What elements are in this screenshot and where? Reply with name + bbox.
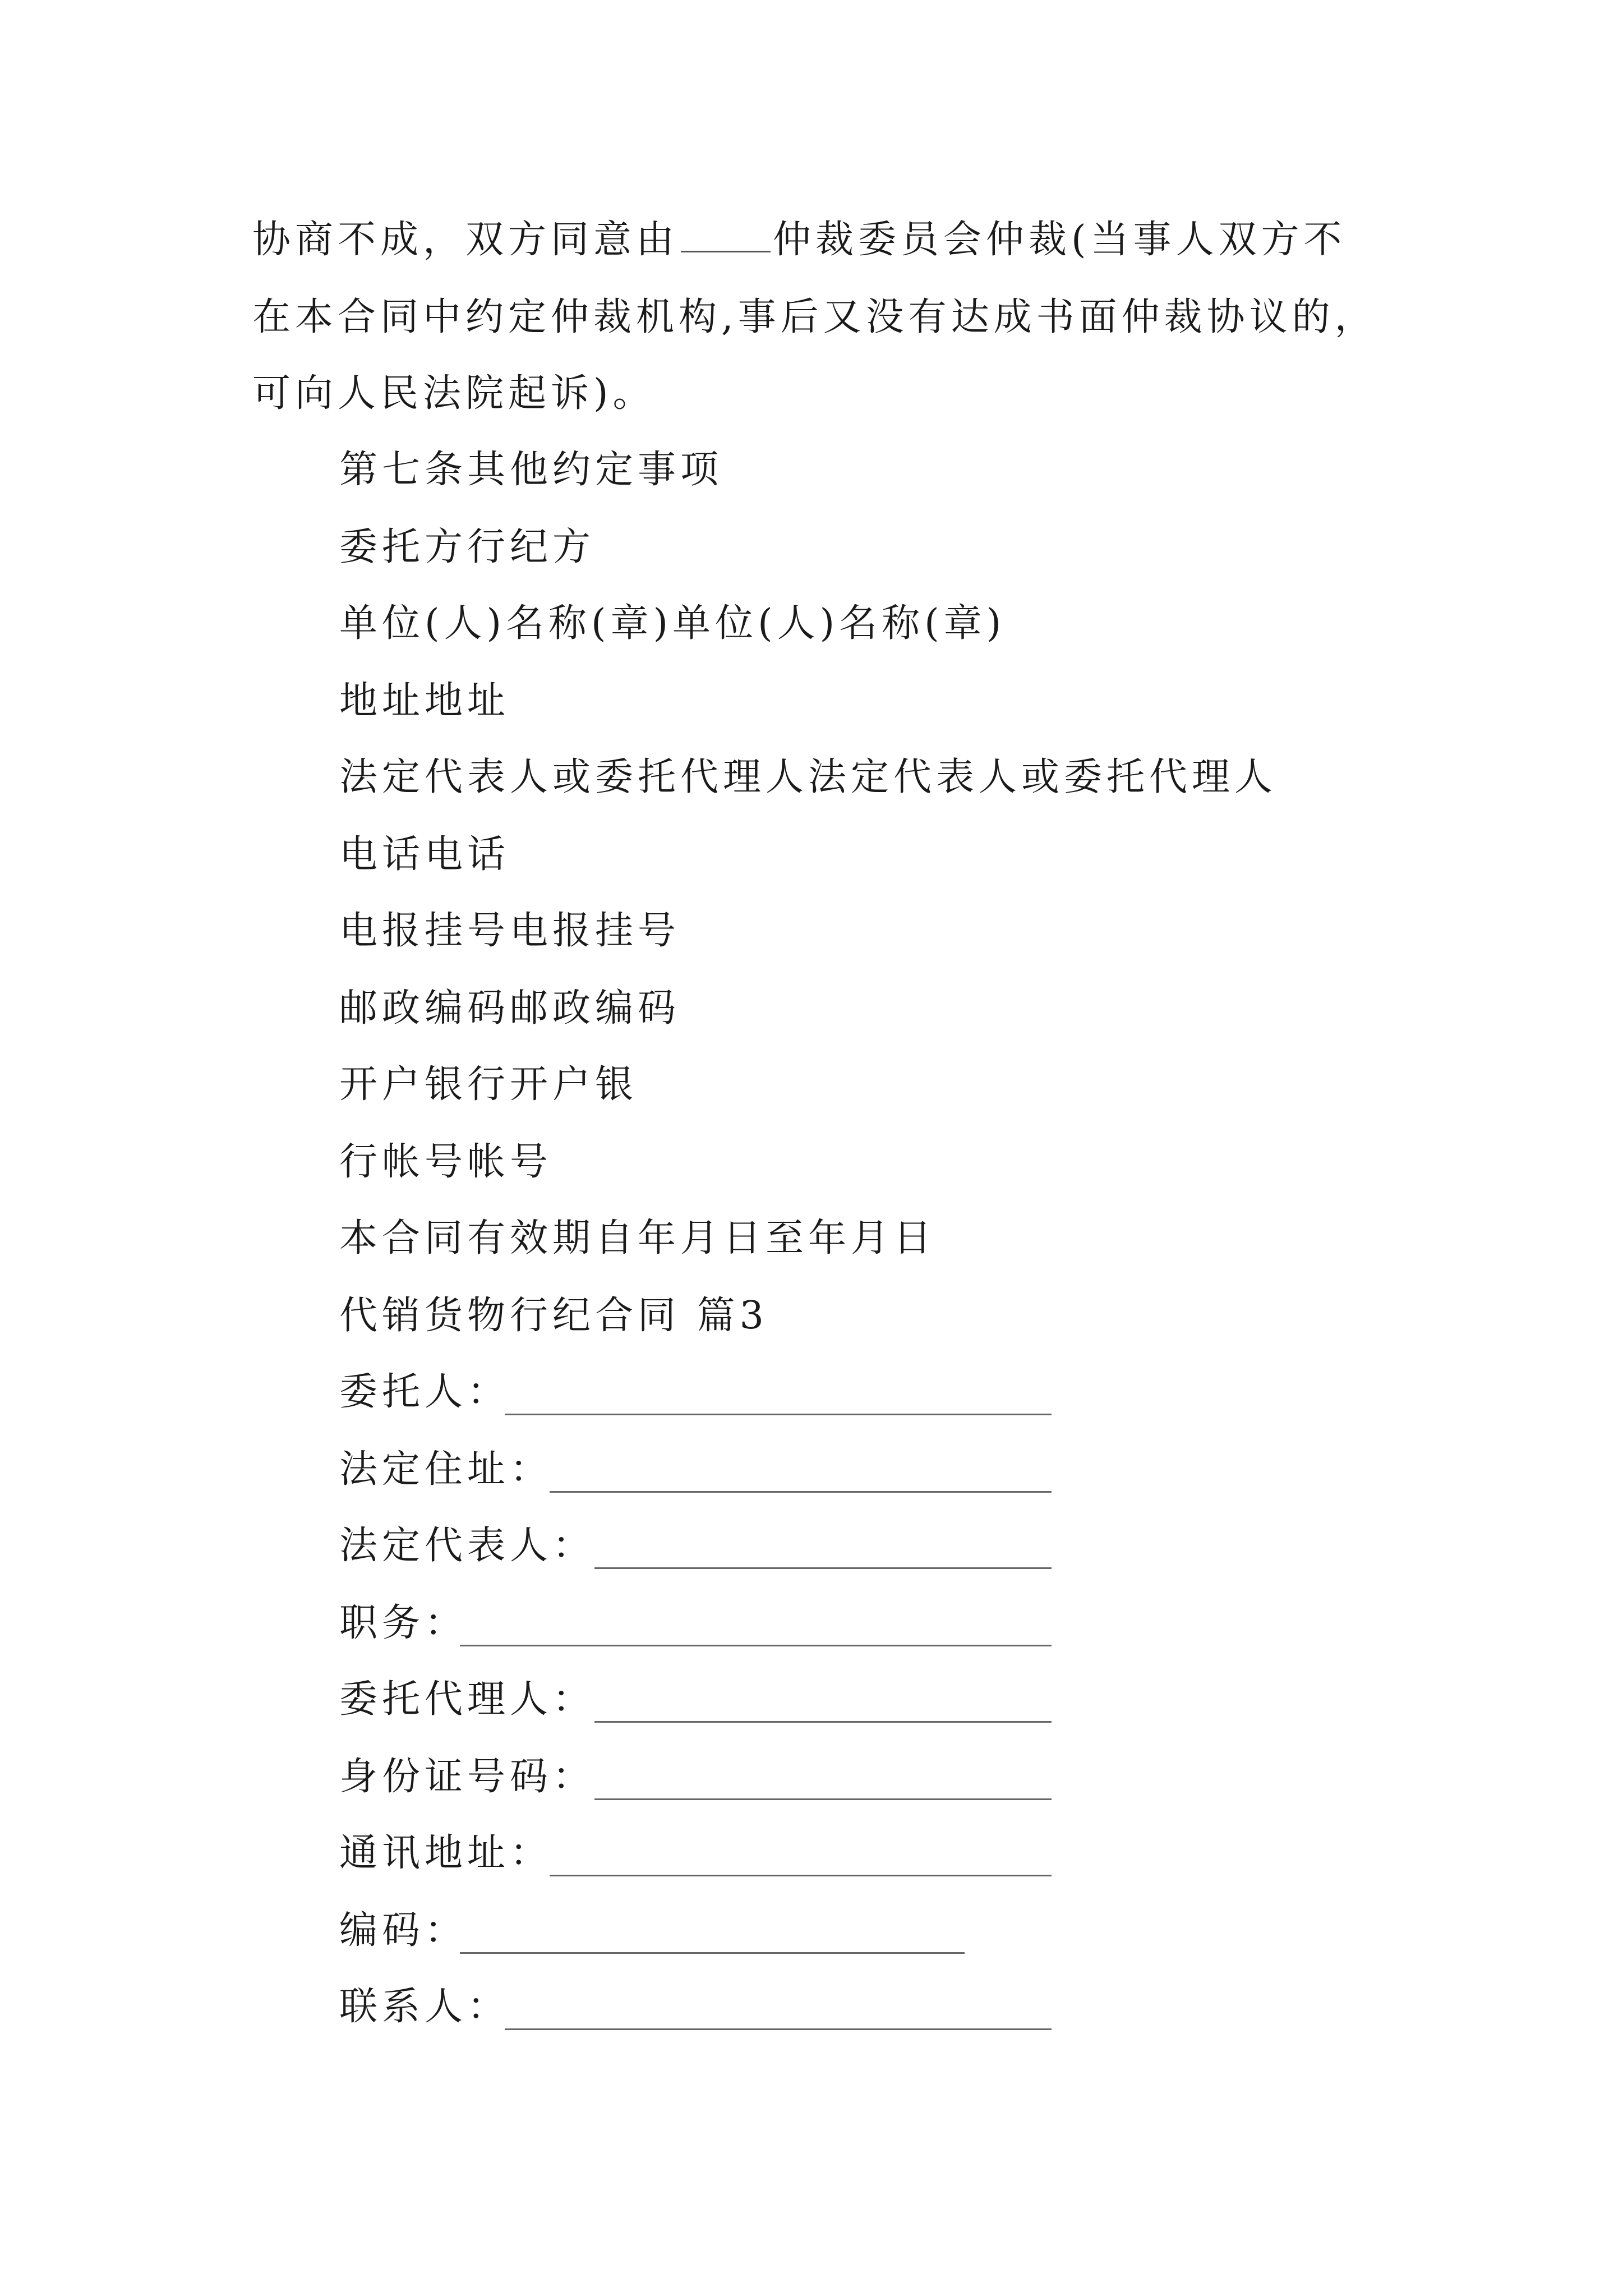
text-line: 电话电话 — [339, 832, 510, 877]
clause-heading: 第七条其他约定事项 — [339, 448, 723, 492]
field-input-id-number[interactable] — [594, 1798, 1052, 1800]
field-input-agent[interactable] — [594, 1721, 1052, 1723]
section-heading: 代销货物行纪合同 篇3 — [339, 1294, 768, 1338]
text-line: 行帐号帐号 — [339, 1140, 553, 1184]
field-input-legal-representative[interactable] — [594, 1567, 1052, 1569]
field-input-legal-address[interactable] — [550, 1491, 1052, 1493]
paragraph-text: 仲裁委员会仲裁(当事人双方不 — [773, 218, 1347, 262]
paragraph-text: 协商不成，双方同意由 — [252, 218, 679, 262]
text-line: 委托方行纪方 — [339, 525, 596, 569]
text-line: 地址地址 — [339, 679, 510, 723]
text-line: 法定代表人或委托代理人法定代表人或委托代理人 — [339, 755, 1278, 799]
field-input-client[interactable] — [505, 1414, 1052, 1415]
field-input-postcode[interactable] — [460, 1952, 965, 1954]
paragraph-line-3: 可向人民法院起诉)。 — [252, 371, 656, 416]
field-label-legal-representative: 法定代表人： — [339, 1524, 596, 1568]
field-input-contact[interactable] — [505, 2028, 1052, 2030]
field-input-position[interactable] — [460, 1645, 1052, 1646]
field-label-client: 委托人： — [339, 1370, 510, 1414]
field-label-postcode: 编码： — [339, 1908, 468, 1953]
field-label-position: 职务： — [339, 1601, 468, 1645]
field-input-mailing-address[interactable] — [550, 1875, 1052, 1876]
text-line: 本合同有效期自年月日至年月日 — [339, 1216, 937, 1260]
field-label-id-number: 身份证号码： — [339, 1755, 596, 1799]
arbitration-blank — [681, 222, 771, 252]
text-line: 单位(人)名称(章)单位(人)名称(章) — [339, 601, 1006, 646]
field-label-legal-address: 法定住址： — [339, 1447, 553, 1492]
text-line: 电报挂号电报挂号 — [339, 909, 681, 953]
field-label-mailing-address: 通讯地址： — [339, 1831, 553, 1875]
field-label-agent: 委托代理人： — [339, 1677, 596, 1722]
field-label-contact: 联系人： — [339, 1985, 510, 2029]
text-line: 开户银行开户银 — [339, 1062, 638, 1107]
paragraph-line-2: 在本合同中约定仲裁机构,事后又没有达成书面仲裁协议的， — [252, 295, 1377, 339]
paragraph-line-1 — [252, 218, 1347, 263]
text-line: 邮政编码邮政编码 — [339, 986, 681, 1030]
